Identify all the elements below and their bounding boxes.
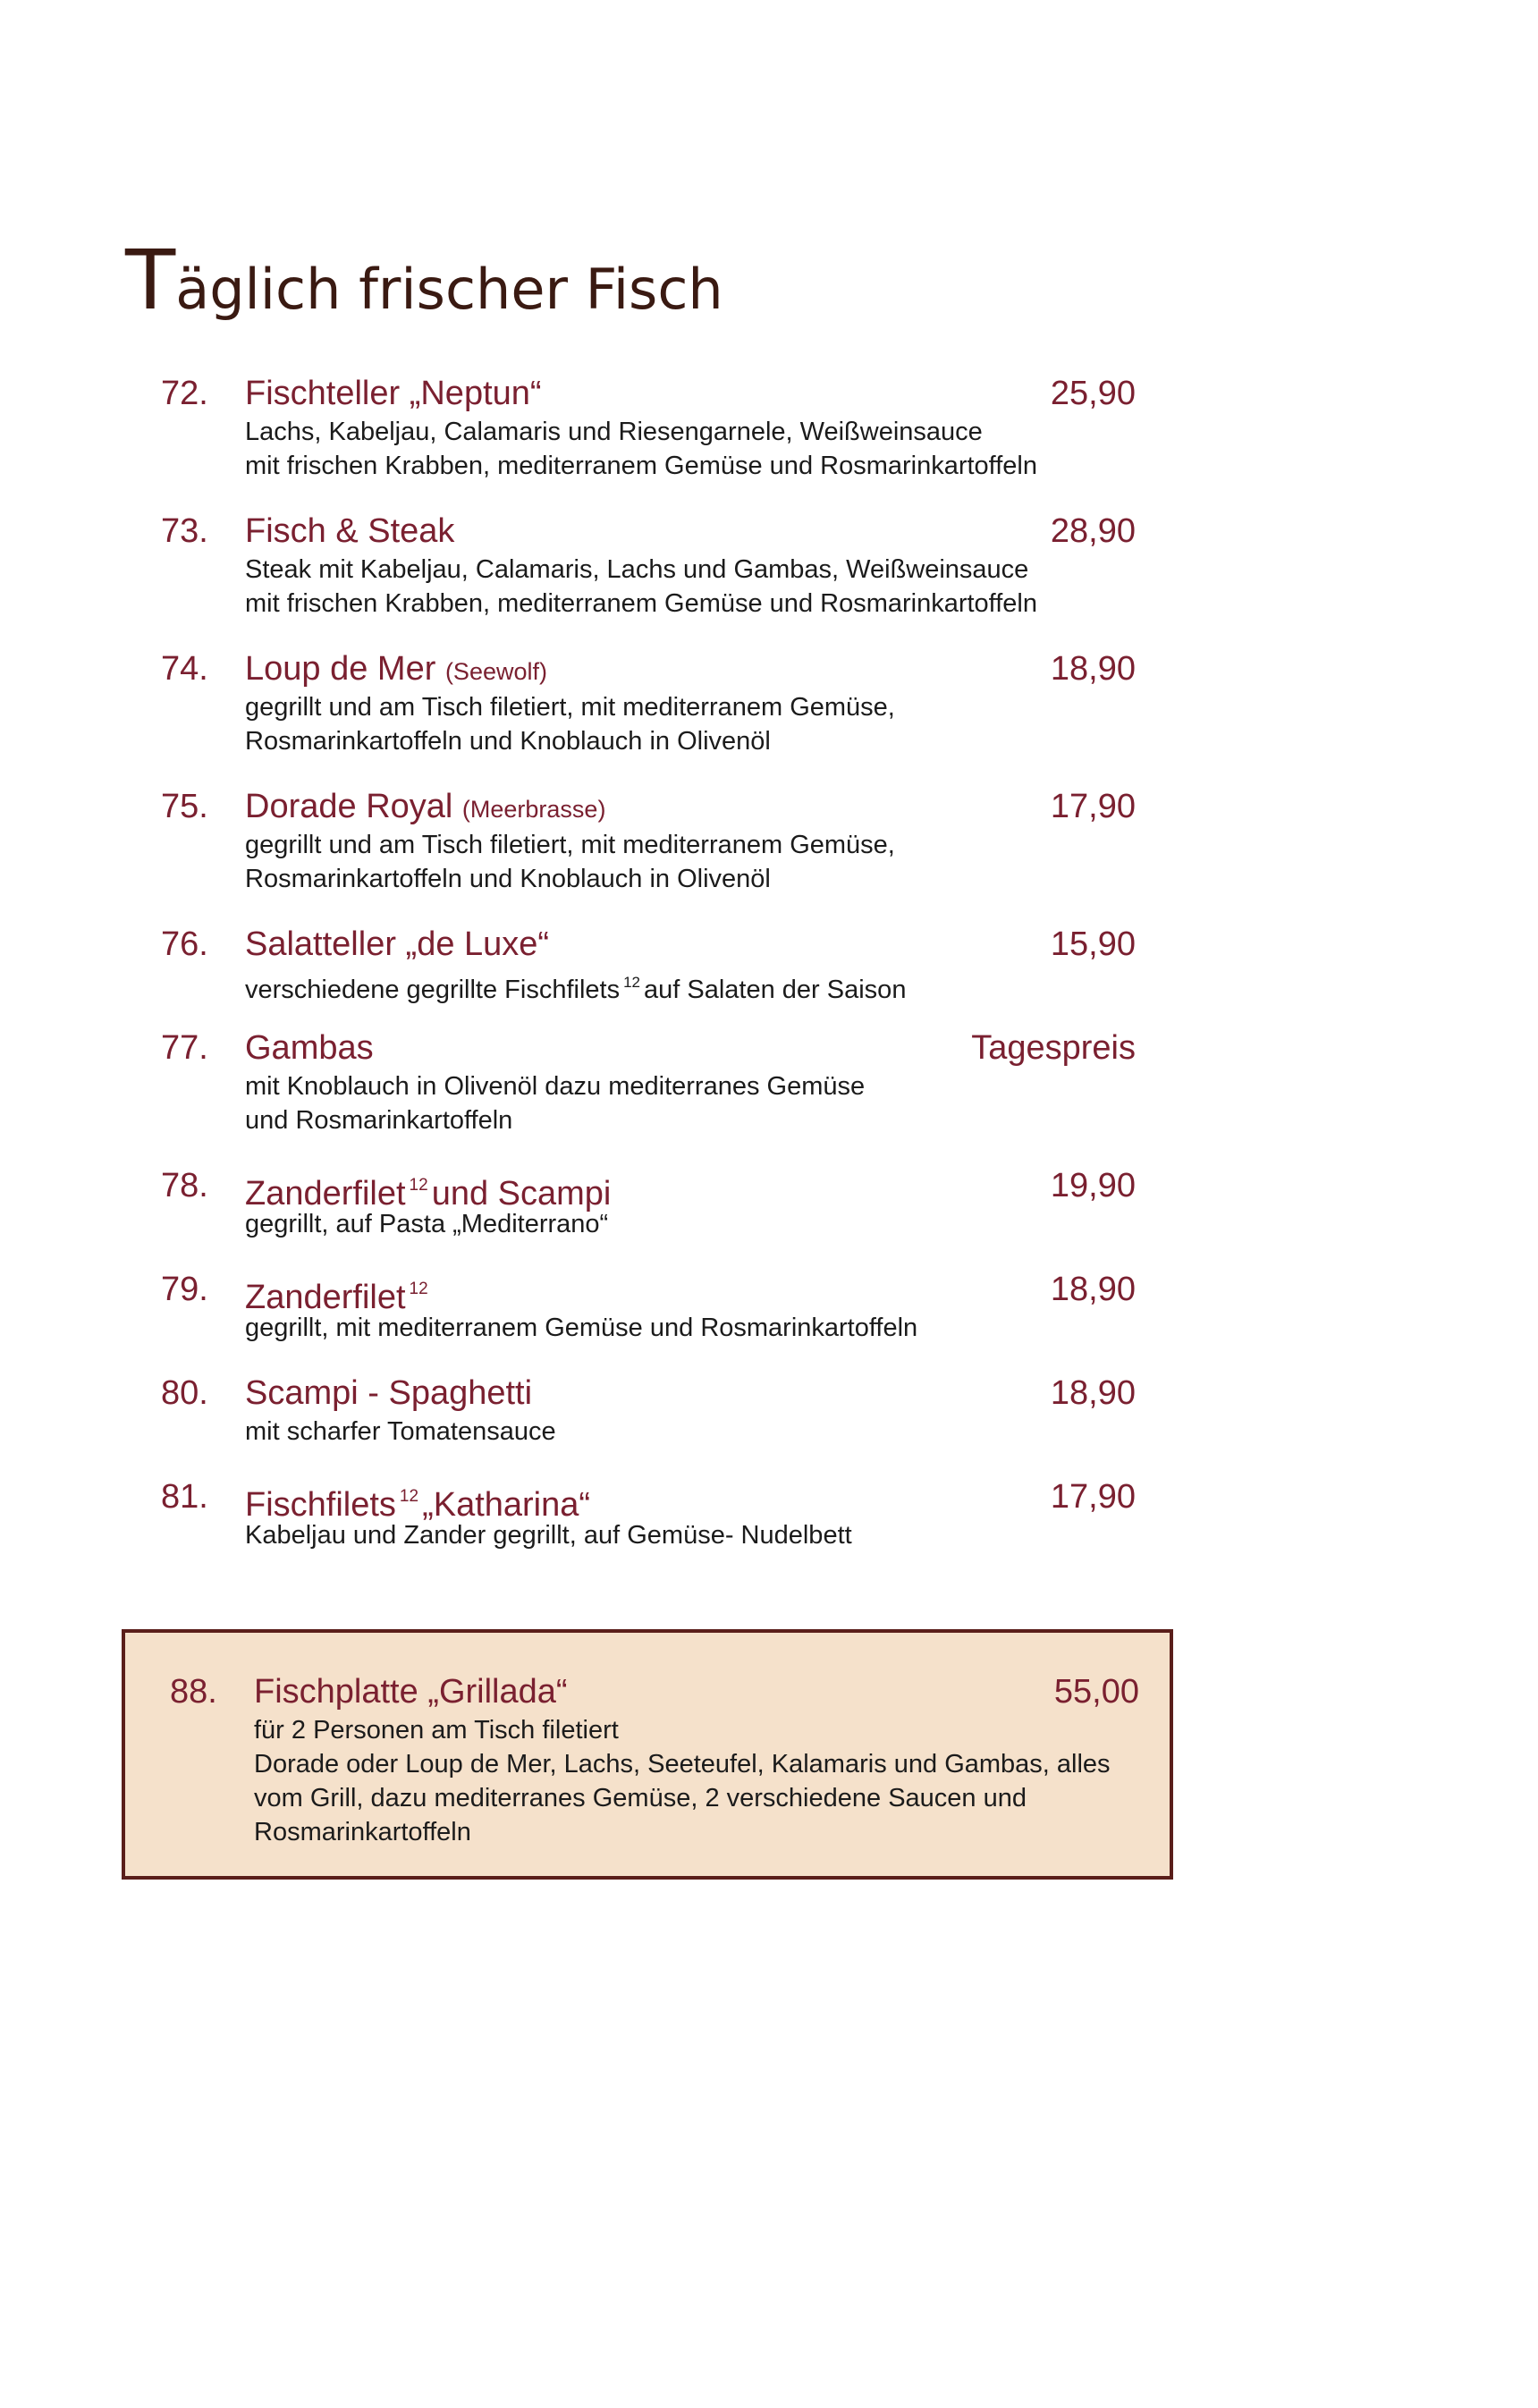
- menu-item-78: [161, 1164, 1136, 1241]
- item-description-line: mit scharfer Tomatensauce: [245, 1417, 556, 1446]
- item-name: [245, 1475, 590, 1526]
- item-description-line: Steak mit Kabeljau, Calamaris, Lachs und Gambas, Weißweinsauce: [245, 555, 1029, 584]
- item-name: Gambas: [245, 1029, 374, 1067]
- item-description-line: vom Grill, dazu mediterranes Gemüse, 2 verschiedene Saucen und: [254, 1784, 1027, 1812]
- item-description-text: verschiedene gegrillte Fischfilets: [245, 976, 621, 1004]
- menu-item-77: [161, 1027, 1136, 1137]
- item-description-line: gegrillt und am Tisch filetiert, mit mediterranem Gemüse,: [245, 831, 895, 859]
- item-name-note: (Meerbrasse): [461, 796, 606, 823]
- menu-item-76: [161, 923, 1136, 1007]
- page-title: [125, 232, 723, 328]
- item-number: 73.: [161, 512, 208, 550]
- item-price: 17,90: [1050, 1478, 1136, 1516]
- item-number: 81.: [161, 1478, 208, 1516]
- item-price: 28,90: [1050, 512, 1136, 550]
- item-description-line: mit frischen Krabben, mediterranem Gemüse und Rosmarinkartoffeln: [245, 589, 1037, 618]
- item-description-line: gegrillt, auf Pasta „Mediterrano“: [245, 1210, 609, 1238]
- item-name: Fischplatte „Grillada“: [254, 1673, 568, 1711]
- item-name-text: und Scampi: [431, 1175, 612, 1212]
- item-name: Scampi - Spaghetti: [245, 1374, 533, 1412]
- item-name: [245, 647, 547, 693]
- item-description-line: für 2 Personen am Tisch filetiert: [254, 1716, 619, 1745]
- page-title-initial: T: [125, 232, 176, 328]
- item-name-text: Fischfilets: [245, 1486, 396, 1524]
- item-description-line: [245, 966, 1136, 1007]
- item-description-line: Rosmarinkartoffeln und Knoblauch in Olivenöl: [245, 727, 771, 756]
- item-description-line: Lachs, Kabeljau, Calamaris und Riesengarnele, Weißweinsauce: [245, 418, 983, 446]
- item-description-line: Rosmarinkartoffeln: [254, 1818, 471, 1846]
- item-price: 25,90: [1050, 375, 1136, 412]
- item-name: [245, 1268, 432, 1319]
- item-description-line: mit frischen Krabben, mediterranem Gemüse und Rosmarinkartoffeln: [245, 452, 1037, 480]
- item-number: 74.: [161, 650, 208, 688]
- item-price: 18,90: [1050, 1374, 1136, 1412]
- item-price: 17,90: [1050, 788, 1136, 825]
- menu-item-80: [161, 1372, 1136, 1449]
- allergen-footnote: 12: [623, 974, 641, 991]
- item-name-text: Dorade Royal: [245, 788, 453, 825]
- menu-item-72: [161, 372, 1136, 483]
- item-name-text: Loup de Mer: [245, 650, 436, 688]
- page-title-rest: äglich frischer Fisch: [175, 257, 723, 322]
- item-name-text: Zanderfilet: [245, 1279, 406, 1316]
- item-number: 79.: [161, 1271, 208, 1308]
- item-price: 15,90: [1050, 925, 1136, 963]
- item-name: Salatteller „de Luxe“: [245, 925, 550, 963]
- item-description-text: auf Salaten der Saison: [644, 976, 907, 1004]
- item-price: 55,00: [1053, 1673, 1139, 1711]
- item-name: [245, 1164, 611, 1215]
- menu-item-79: [161, 1268, 1136, 1345]
- item-price: Tagespreis: [971, 1029, 1136, 1067]
- menu-item-74: [161, 647, 1136, 758]
- item-name: [245, 785, 605, 831]
- item-description-line: gegrillt und am Tisch filetiert, mit mediterranem Gemüse,: [245, 693, 895, 722]
- item-name: Fisch & Steak: [245, 512, 455, 550]
- item-number: 75.: [161, 788, 208, 825]
- item-name-text: Zanderfilet: [245, 1175, 406, 1212]
- featured-dish-box: [122, 1629, 1173, 1880]
- item-number: 80.: [161, 1374, 208, 1412]
- item-price: 18,90: [1050, 1271, 1136, 1308]
- item-description-line: Rosmarinkartoffeln und Knoblauch in Olivenöl: [245, 865, 771, 893]
- item-name-note: (Seewolf): [444, 658, 547, 685]
- item-number: 77.: [161, 1029, 208, 1067]
- item-number: 78.: [161, 1167, 208, 1204]
- item-number: 72.: [161, 375, 208, 412]
- allergen-footnote: 12: [399, 1487, 419, 1506]
- allergen-footnote: 12: [409, 1280, 428, 1298]
- item-price: 19,90: [1050, 1167, 1136, 1204]
- item-description-line: und Rosmarinkartoffeln: [245, 1106, 513, 1135]
- menu-item-88: [170, 1670, 1139, 1849]
- item-description-line: Kabeljau und Zander gegrillt, auf Gemüse- Nudelbett: [245, 1521, 852, 1550]
- item-name-text: „Katharina“: [422, 1486, 591, 1524]
- menu-item-75: [161, 785, 1136, 896]
- item-description-line: mit Knoblauch in Olivenöl dazu mediterranes Gemüse: [245, 1072, 866, 1101]
- item-name: Fischteller „Neptun“: [245, 375, 542, 412]
- menu-item-73: [161, 510, 1136, 621]
- item-description-line: Dorade oder Loup de Mer, Lachs, Seeteufel, Kalamaris und Gambas, alles: [254, 1750, 1111, 1779]
- allergen-footnote: 12: [409, 1176, 428, 1195]
- item-price: 18,90: [1050, 650, 1136, 688]
- item-number: 88.: [170, 1673, 217, 1711]
- item-description-line: gegrillt, mit mediterranem Gemüse und Rosmarinkartoffeln: [245, 1314, 918, 1342]
- item-number: 76.: [161, 925, 208, 963]
- menu-item-81: [161, 1475, 1136, 1552]
